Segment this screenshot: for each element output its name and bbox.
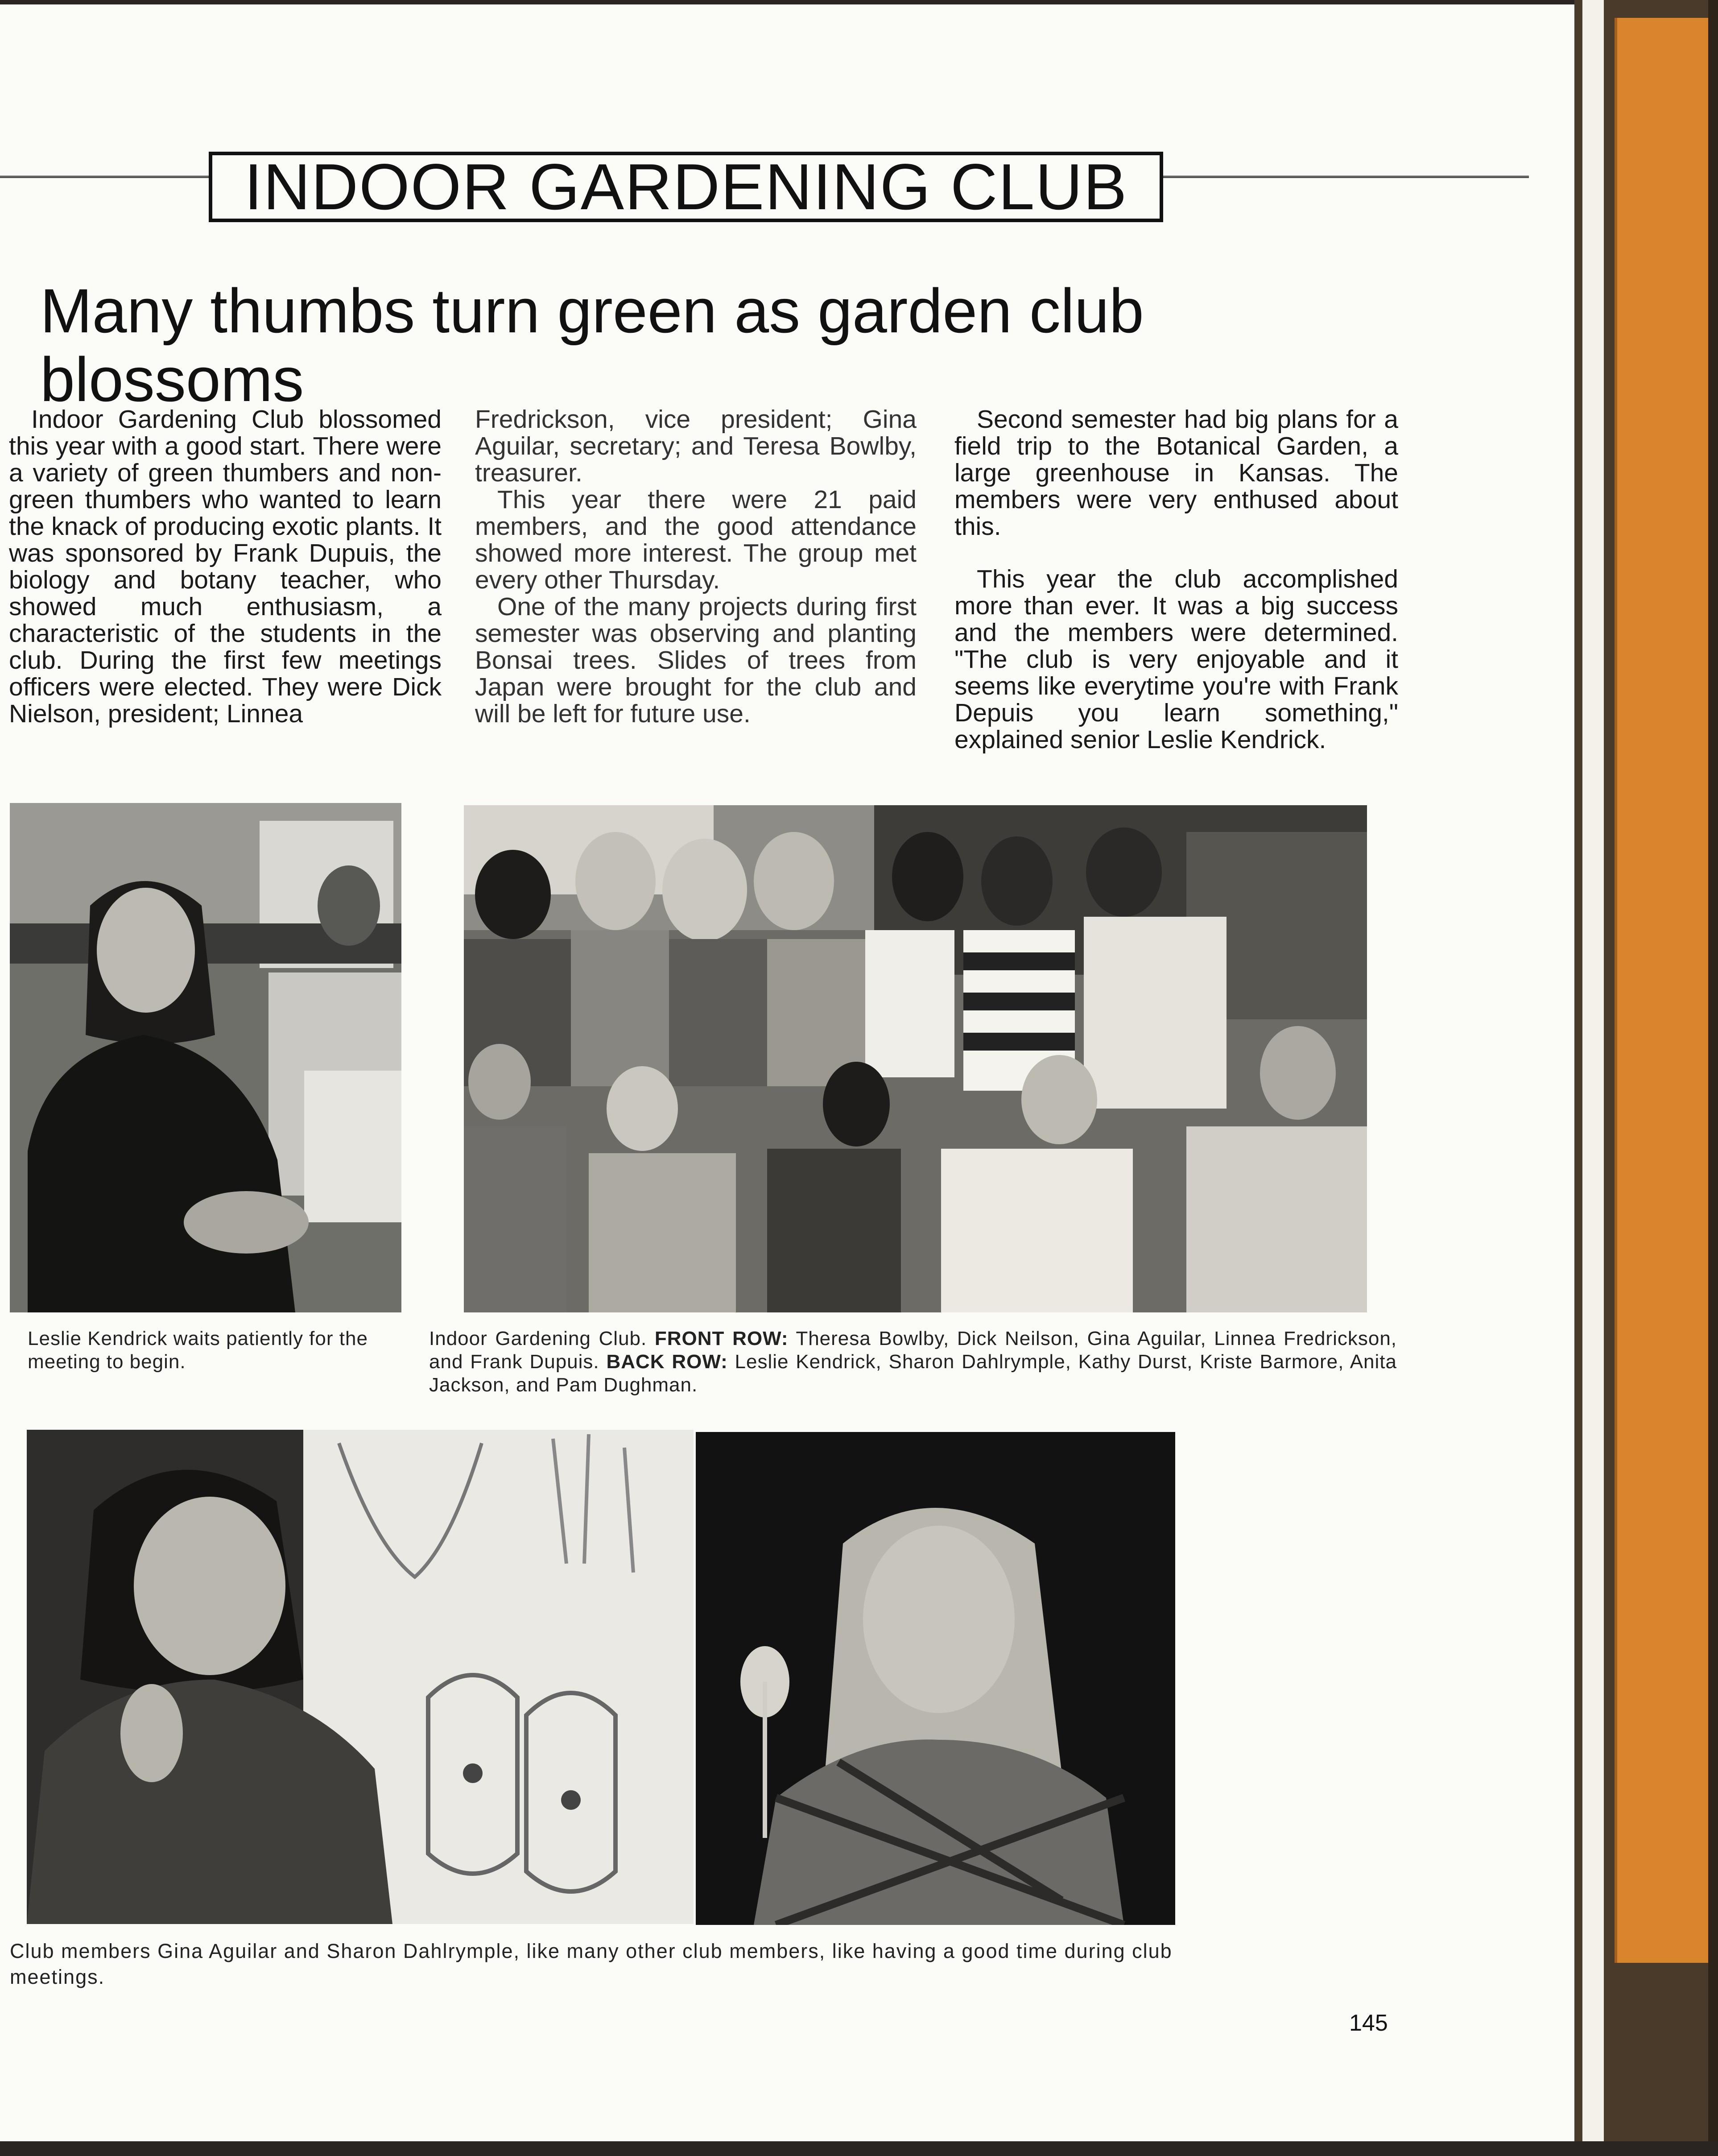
page-edge (1582, 0, 1604, 2156)
article-paragraph: Indoor Gardening Club blossomed this year with a good start. There were a variety of green thumbers and non-green thumbers who wanted to learn the knack of producing exotic plants. It was sponsored by Frank Dupuis, the biology and botany teacher, who showed much enthusiasm, a characteristic of the students in the club. During the first few meetings officers were elected. They were Dick Nielson, president; Linnea (9, 405, 442, 728)
photo-leslie-kendrick (10, 803, 401, 1312)
title-rule-right (1163, 176, 1529, 178)
article-column-3 (954, 406, 1398, 753)
photo-sharon-dahlrymple (696, 1432, 1175, 1925)
caption-group-photo (429, 1327, 1397, 1397)
caption-front-row-names: Theresa Bowlby, Dick Neilson, Gina Aguilar, Linnea Fredrickson, and Frank Dupuis. (429, 1328, 1397, 1373)
article-paragraph: One of the many projects during first semester was observing and planting Bonsai trees. Slides of trees from Japan were brought for the club and will be left for future use. (475, 592, 917, 728)
article-paragraph: This year there were 21 paid members, and the good attendance showed more interest. The group met every other Thursday. (475, 485, 917, 594)
caption-bottom-photos: Club members Gina Aguilar and Sharon Dahlrymple, like many other club members, like having a good time during club meetings. (10, 1940, 1173, 1988)
section-title: INDOOR GARDENING CLUB (244, 150, 1128, 223)
article-column-1 (9, 406, 442, 727)
article-paragraph: Second semester had big plans for a field trip to the Botanical Garden, a large greenhouse in Kansas. The members were very enthused about this. (954, 405, 1398, 541)
caption-front-row-label: FRONT ROW: (654, 1328, 789, 1349)
article-paragraph: Fredrickson, vice president; Gina Aguilar, secretary; and Teresa Bowlby, treasurer. (475, 405, 917, 487)
photo-gina-aguilar (27, 1430, 694, 1924)
title-rule-left (0, 176, 209, 178)
page-number: 145 (1349, 2010, 1388, 2036)
page-top-edge (0, 0, 1574, 4)
photo-group (464, 805, 1367, 1312)
binding-shadow (1708, 0, 1718, 2156)
caption-group-intro: Indoor Gardening Club. (429, 1328, 647, 1349)
article-column-2 (475, 406, 917, 727)
article-paragraph: This year the club accomplished more than ever. It was a big success and the members were determined. "The club is very enjoyable and it seems like everytime you're with Frank Depuis you learn something," explained senior Leslie Kendrick. (954, 565, 1398, 754)
book-binding (1574, 0, 1718, 2156)
caption-photo-1: Leslie Kendrick waits patiently for the meeting to begin. (28, 1328, 368, 1373)
section-title-box (209, 152, 1163, 222)
caption-back-row-label: BACK ROW: (606, 1351, 728, 1373)
page-headline: Many thumbs turn green as garden club blossoms (40, 276, 1144, 414)
cover-edge (1615, 18, 1711, 1963)
caption-back-row-names: Leslie Kendrick, Sharon Dahlrymple, Kathy Durst, Kriste Barmore, Anita Jackson, and Pam Dughman. (429, 1351, 1397, 1396)
page-bottom-edge (0, 2141, 1718, 2156)
